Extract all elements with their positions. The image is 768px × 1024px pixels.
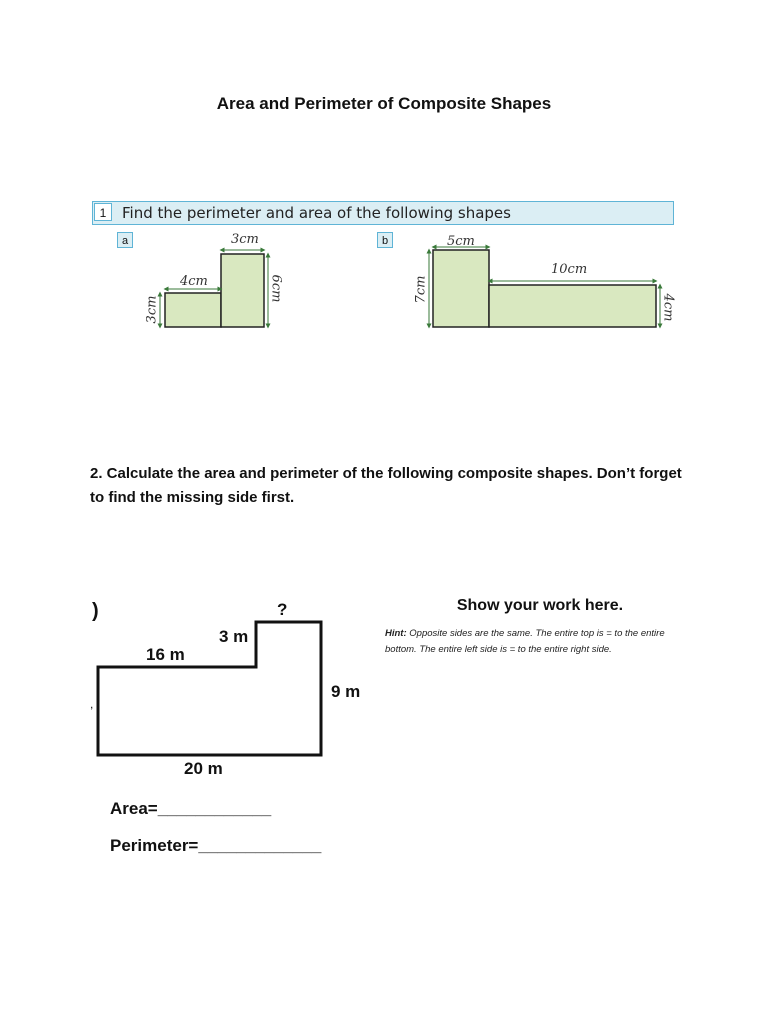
perimeter-answer-line: Perimeter=_____________ [110,836,322,855]
part-a-label: a [117,232,133,248]
hint-body: Opposite sides are the same. The entire top is = to the entire bottom. The entire left side is = to the entire right side. [385,628,665,655]
q2-step-dim: 3 m [219,627,249,646]
q2-right-dim: 9 m [331,682,361,701]
shape-b-left-side-dim: 7cm [413,275,429,304]
part-b-label: b [377,232,393,248]
shape-a-right-side-dim: 6cm [268,274,284,303]
question-2-instruction: 2. Calculate the area and perimeter of the following composite shapes. Don’t forget to find the missing side first. [90,465,682,506]
q2-top-left-dim: 16 m [146,645,185,664]
question-1-number: 1 [94,203,112,221]
page-title: Area and Perimeter of Composite Shapes [216,94,552,113]
question-2-item-marker: ) [92,600,99,622]
shape-a-left-side-dim: 3cm [144,295,160,324]
q2-bottom-dim: 20 m [184,759,223,778]
area-answer-line: Area=____________ [110,799,272,818]
l-shape-outline [98,622,321,755]
shape-b-top-right-dim: 10cm [551,262,588,277]
hint-label: Hint: [385,628,407,639]
shape-b-right-side-dim: 4cm [660,293,676,322]
q2-top-right-dim: ? [277,600,288,619]
show-work-heading: Show your work here. [456,597,624,614]
question-2-side-marker: , [90,697,94,711]
question-1-instruction: Find the perimeter and area of the following shapes [122,204,511,222]
shape-a-top-dim: 3cm [231,232,259,247]
shape-a-left-top-dim: 4cm [180,274,208,289]
shape-b-top-left-dim: 5cm [447,234,475,249]
hint-text [385,626,685,658]
